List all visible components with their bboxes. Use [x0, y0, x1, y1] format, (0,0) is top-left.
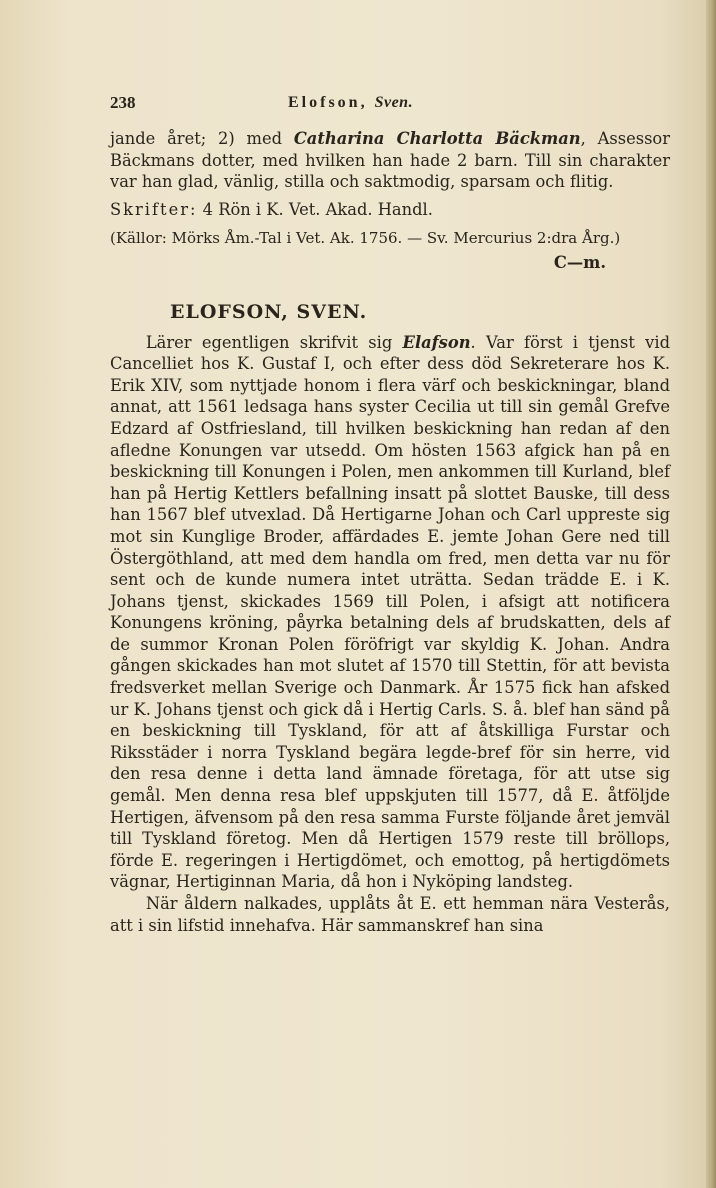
text-run: Lärer egentligen skrifvit sig: [145, 332, 403, 352]
text-run: , Assessor Bäckmans dotter, med hvilken han hade 2 barn. Till sin charakter var han glad, vänlig, stilla och saktmodig, sparsam och flitig.: [110, 129, 671, 192]
author-signature: C—m.: [553, 253, 606, 273]
running-head-given-name: Sven.: [374, 94, 414, 111]
page-number: 238: [110, 93, 136, 112]
page-content: [110, 92, 670, 936]
text-run: . Var först i tjenst vid Cancelliet hos K. Gustaf I, och efter dess död Sekreterare hos K. Erik XIV, som nyttjade honom i flera värf och beskickningar, bland annat, att 1561 ledsaga hans syster Cecilia ut till sin gemål Grefve Edzard af Ostfriesland, till hvilken beskickning han redan af den afledne Konungen var utsedd. Om hösten 1563 afgick han på en beskickning till Konungen i Polen, men ankommen till Kurland, blef han på Hertig Kettlers befallning insatt på slottet Bauske, till dess han 1567 blef utvexlad. Då Hertigarne Johan och Carl uppreste sig mot sin Kunglige Broder, affärdades E. jemte Johan Gere ned till Östergöthland, att med dem handla om fred, men detta var nu för sent och de kunde numera intet uträtta. Sedan trädde E. i K. Johans tjenst, skickades 1569 till Polen, i afsigt att notificera Konungens kröning, påyrka betalning dels af brudskatten, dels af de summor Kronan Polen föröfrigt var skyldig K. Johan. Andra gången skickades han mot slutet af 1570 till Stettin, för att bevista fredsverket mellan Sverige och Danmark. År 1575 fick han afsked ur K. Johans tjenst och gick då i Hertig Carls. S. å. blef han sänd på en beskickning till Tyskland, för att af åtskilliga Furstar och Riksstäder i norra Tyskland begära legde-bref för sin herre, vid den resa denne i detta land ämnade företaga, för att utse sig gemål. Men denna resa blef uppskjuten till 1577, då E. åtföljde Hertigen, äfvensom på den resa samma Furste följande året jemväl till Tyskland företog. Men då Hertigen 1579 reste till bröllops, förde E. regeringen i Hertigdömet, och emottog, på hertigdömets vägnar, Hertiginnan Maria, då hon i Nyköping landsteg.: [110, 332, 670, 892]
writings-line: [110, 199, 670, 221]
entry-title: ELOFSON, SVEN.: [170, 300, 368, 323]
text-run: När åldern nalkades, upplåts åt E. ett hemman nära Vesterås, att i sin lifstid innehafva. Här sammanskref han sina: [110, 894, 670, 935]
running-head-name: Elofson,: [288, 94, 375, 111]
writings-label: Skrifter:: [110, 199, 198, 219]
page-edge: [706, 0, 716, 1188]
entry-body: [110, 332, 670, 937]
text-run: jande året; 2) med: [110, 129, 294, 148]
entry-paragraph: [110, 332, 670, 893]
previous-entry-text: [110, 128, 670, 193]
running-head: [288, 92, 413, 114]
sources-note: (Källor: Mörks Åm.-Tal i Vet. Ak. 1756. — Sv. Mercurius 2:dra Årg.): [110, 229, 621, 248]
page-header: [110, 92, 670, 118]
italic-name: Elafson: [402, 332, 471, 352]
writings-text: 4 Rön i K. Vet. Akad. Handl.: [202, 199, 433, 219]
entry-paragraph: [110, 893, 670, 936]
italic-name: Catharina Charlotta Bäckman: [293, 129, 581, 148]
